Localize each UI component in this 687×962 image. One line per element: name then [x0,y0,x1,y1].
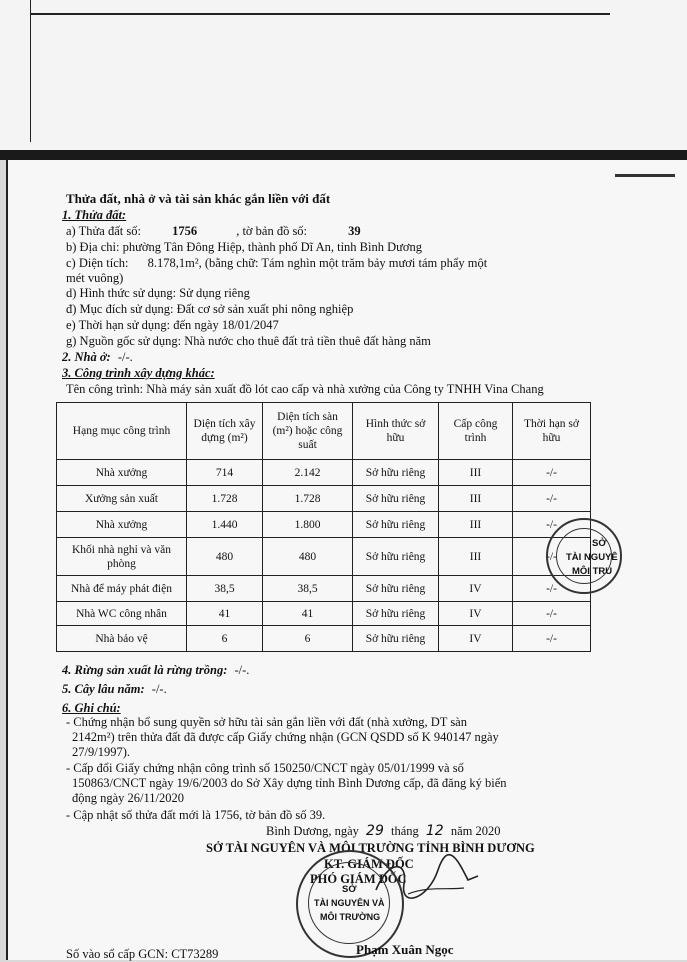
structures-table [56,402,591,652]
table-cell: -/- [513,626,591,652]
table-cell: III [439,538,513,576]
table-row [57,538,591,576]
date-prefix: Bình Dương, ngày [266,824,359,838]
table-cell: III [439,460,513,486]
table-cell: Sở hữu riêng [353,538,439,576]
table-cell: 38,5 [187,576,263,602]
table-cell: III [439,512,513,538]
note-line: động ngày 26/11/2020 [72,791,185,805]
note-line: - Chứng nhận bổ sung quyền sở hữu tài sản gắn liền với đất (nhà xưởng, DT sàn [66,715,467,729]
col-header: Cấp công trình [439,403,513,460]
s3-heading: 3. Công trình xây dựng khác: [62,366,215,380]
table-cell: 1.728 [263,486,353,512]
table-cell: 1.728 [187,486,263,512]
table-cell: 1.440 [187,512,263,538]
sign-org: SỞ TÀI NGUYÊN VÀ MÔI TRƯỜNG TỈNH BÌNH DƯƠNG [206,841,535,855]
page-gap [0,150,687,160]
table-cell: -/- [513,576,591,602]
table-cell: Nhà WC công nhân [57,602,187,626]
s6-heading: 6. Ghi chú: [62,701,121,715]
s4-value: -/-. [234,663,250,677]
table-cell: 480 [187,538,263,576]
table-cell: Sở hữu riêng [353,486,439,512]
s2-heading: 2. Nhà ở: [62,350,111,364]
table-cell: 6 [263,626,353,652]
official-stamp-line: MÔI TRƯỜNG [320,912,381,922]
table-cell: IV [439,626,513,652]
s1-c-line [66,256,487,271]
date-day: 29 [366,823,384,839]
table-row [57,626,591,652]
table-row [57,576,591,602]
side-stamp [546,518,622,594]
s1-a-map: 39 [348,224,361,238]
col-header: Diện tích sàn (m²) hoặc công suất [263,403,353,460]
table-cell: 714 [187,460,263,486]
table-cell: Nhà để máy phát điện [57,576,187,602]
table-cell: Sở hữu riêng [353,512,439,538]
sign-date [266,824,501,839]
sign-kt: KT. GIÁM ĐỐC [324,857,414,871]
signer-name: Phạm Xuân Ngọc [356,942,454,957]
s5-line [62,682,167,697]
table-row [57,460,591,486]
table-row [57,486,591,512]
note-line: 150863/CNCT ngày 19/6/2003 do Sở Xây dựng tỉnh Bình Dương cấp, đã đăng ký biến [72,776,507,790]
s1-b-address: b) Địa chỉ: phường Tân Đông Hiệp, thành phố Dĩ An, tỉnh Bình Dương [66,240,423,254]
col-header: Hạng mục công trình [57,403,187,460]
s1-heading: 1. Thửa đất: [62,208,127,222]
s1-g-origin: g) Nguồn gốc sử dụng: Nhà nước cho thuê đất trả tiền thuê đất hàng năm [66,334,431,348]
s1-c-cont: mét vuông) [66,271,124,285]
section-title: Thửa đất, nhà ở và tài sản khác gắn liền với đất [66,191,331,206]
official-stamp-line: SỞ [342,884,357,895]
table-cell: IV [439,602,513,626]
table-row [57,512,591,538]
table-cell: 6 [187,626,263,652]
table-cell: Khối nhà nghỉ và văn phòng [57,538,187,576]
previous-page-strip [0,0,687,154]
s1-e-term: e) Thời hạn sử dụng: đến ngày 18/01/2047 [66,318,279,332]
table-cell: -/- [513,512,591,538]
table-cell: Nhà bảo vệ [57,626,187,652]
table-row [57,602,591,626]
s2-value: -/-. [117,350,133,364]
date-month-label: tháng [390,824,419,838]
table-cell: Sở hữu riêng [353,602,439,626]
s5-heading: 5. Cây lâu năm: [62,682,145,696]
s1-d2-purpose: đ) Mục đích sử dụng: Đất cơ sở sản xuất phi nông nghiệp [66,302,354,316]
table-cell: Nhà xưởng [57,512,187,538]
table-cell: 480 [263,538,353,576]
table-cell: -/- [513,486,591,512]
col-header: Hình thức sở hữu [353,403,439,460]
s1-a-label: a) Thửa đất số: [66,224,141,238]
official-stamp-line: TÀI NGUYÊN VÀ [314,898,385,908]
s1-c-value: 8.178,1m², (bằng chữ: Tám nghìn một trăm bảy mươi tám phẩy một [147,256,488,270]
table-header-row [57,403,591,460]
table-cell: 41 [187,602,263,626]
s1-d1-usage: d) Hình thức sử dụng: Sử dụng riêng [66,286,250,300]
s1-a-value: 1756 [172,224,198,238]
page-edge [30,0,31,142]
s4-heading: 4. Rừng sản xuất là rừng trồng: [62,663,228,677]
table-cell: Nhà xưởng [57,460,187,486]
s5-value: -/-. [151,682,167,696]
col-header: Diện tích xây dựng (m²) [187,403,263,460]
note-line: - Cập nhật số thửa đất mới là 1756, tờ bản đồ số 39. [66,808,326,822]
register-number: Số vào sổ cấp GCN: CT73289 [66,947,219,961]
table-cell: -/- [513,460,591,486]
handwritten-signature [368,850,488,910]
note-line: 2142m²) trên thửa đất đã được cấp Giấy chứng nhận (GCN QSDD số K 940147 ngày [72,730,499,744]
table-cell: Sở hữu riêng [353,626,439,652]
s3-project-name: Tên công trình: Nhà máy sản xuất đồ lót cao cấp và nhà xưởng của Công ty TNHH Vina Chang [66,382,544,396]
side-stamp-line: MÔI TRU [572,566,613,577]
table-cell: 1.800 [263,512,353,538]
table-cell: 2.142 [263,460,353,486]
col-header: Thời hạn sở hữu [513,403,591,460]
note-line: 27/9/1997). [72,745,130,759]
table-cell: Xưởng sản xuất [57,486,187,512]
table-cell: 38,5 [263,576,353,602]
sign-role: PHÓ GIÁM ĐỐC [310,872,407,886]
s4-line [62,663,249,678]
s1-a-mid: , tờ bản đồ số: [236,224,308,238]
table-cell: III [439,486,513,512]
certificate-page [6,160,687,960]
table-cell: -/- [513,538,591,576]
page-rule [30,13,610,15]
s1-a-line [66,224,361,239]
s1-c-label: c) Diện tích: [66,256,129,270]
date-month: 12 [425,823,444,839]
corner-mark [615,174,675,177]
side-stamp-line: TÀI NGUYÊ [566,552,618,563]
side-stamp-line: SỞ [592,538,607,549]
table-cell: IV [439,576,513,602]
table-cell: Sở hữu riêng [353,460,439,486]
s2-line [62,350,133,365]
table-cell: Sở hữu riêng [353,576,439,602]
table-cell: 41 [263,602,353,626]
date-year: năm 2020 [450,824,501,838]
note-line: - Cấp đổi Giấy chứng nhận công trình số 150250/CNCT ngày 05/01/1999 và số [66,761,464,775]
table-cell: -/- [513,602,591,626]
